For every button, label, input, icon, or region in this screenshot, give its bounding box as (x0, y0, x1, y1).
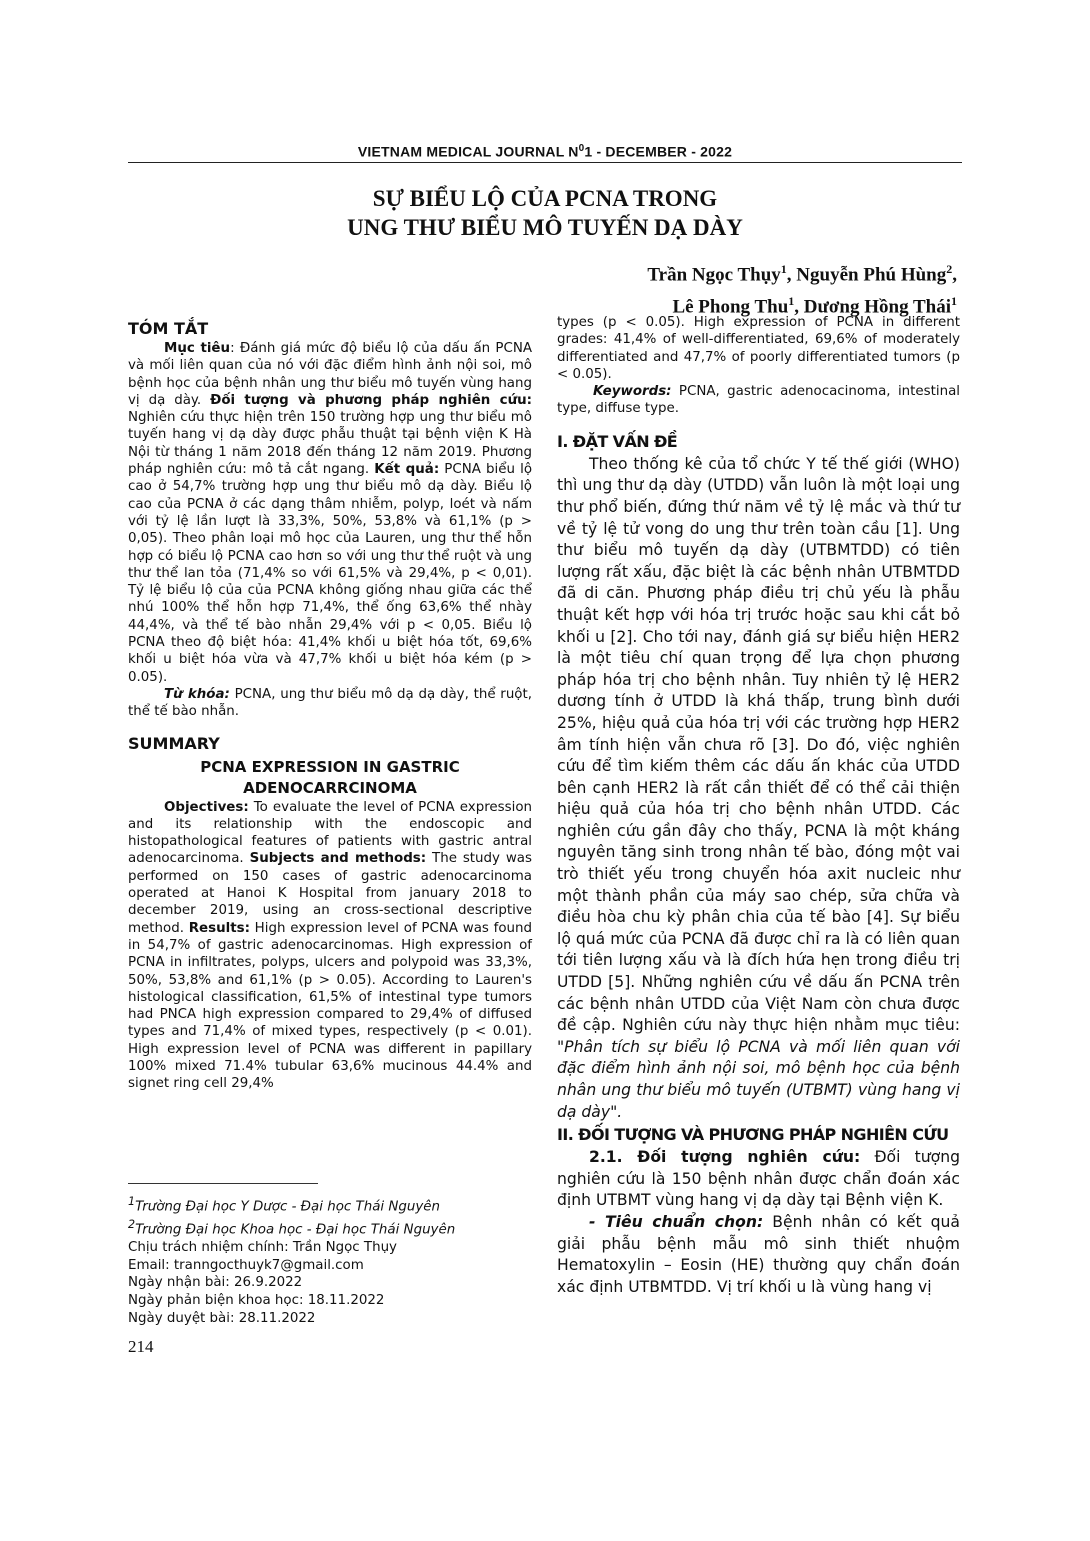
affiliation-sup: 2 (128, 1218, 136, 1232)
author-separator: , (794, 296, 804, 318)
subjects-methods-label: Subjects and methods: (249, 851, 427, 867)
section-1-heading: I. ĐẶT VẤN ĐỀ (557, 431, 678, 451)
methods-label: Đối tượng và phương pháp nghiên cứu: (210, 392, 532, 408)
section-2-heading: II. ĐỐI TƯỢNG VÀ PHƯƠNG PHÁP NGHIÊN CỨU (557, 1125, 949, 1145)
results-text: PCNA biểu lộ cao ở 54,7% trường hợp ung thư biểu mô dạ dày. Biểu lộ cao của PCNA ở các dạng thâm nhiễm, polyp, loét và nấm với tỷ lệ lần lượt là 33,3%, 50%, 53,8% và 61,1% (p > 0,05). Theo phân loại mô học của Lauren, ung thư thể hỗn hợp có biểu lộ PCNA cao hơn so với ung thư thể ruột và ung thư thể lan tỏa (71,4% so với 61,5% và 29,4%, p < 0,01). Tỷ lệ biểu lộ của của PCNA không giống nhau giữa các thể nhú 100% thể hỗn hợp 71,4%, thể ống 63,6% thể nhày 44,4%, và thể tế bào nhẫn 29,4% với p < 0,05. Biểu lộ PCNA theo độ biệt hóa: 41,4% khối u biệt hóa tốt, 69,6% khối u biệt hóa vừa và 47,7% khối u biệt hóa kém (p > 0.05). (128, 462, 533, 685)
section-2-1-paragraph (557, 1147, 960, 1212)
summary-results-continued: types (p < 0.05). High expression of PCNA in different grades: 41,4% of well-differentiated, 69,6% of moderately differentiated and 47,7% of poorly differentiated tumors (p < 0.05). (557, 315, 960, 382)
email-line: Email: tranngocthuyk7@gmail.com (128, 1257, 364, 1273)
objectives-text: To evaluate the level of PCNA expression and its relationship with the endoscopic and histopathological features of patients with gastric antral adenocarcinoma. (128, 799, 532, 867)
summary-title (128, 757, 532, 799)
objective-text: : Đánh giá mức độ biểu lộ của dấu ấn PCNA và mối liên quan của nó với đặc điểm hình ảnh nội soi, mô bệnh học của bệnh nhân ung thư biểu mô tuyến vùng hang vị dạ dày. (128, 341, 532, 408)
page-number: 214 (128, 1337, 154, 1356)
footnotes (128, 1193, 532, 1327)
author-name: Lê Phong Thu (672, 296, 789, 318)
journal-number-sup: 0 (578, 143, 585, 154)
affiliation-2 (128, 1216, 532, 1239)
running-header (128, 143, 962, 160)
affiliation-text: Trường Đại học Y Dược - Đại học Thái Nguyên (135, 1199, 441, 1215)
section-2-1-text: Đối tượng nghiên cứu là 150 bệnh nhân được chẩn đoán xác định UTBMT vùng hang vị dạ dày tại Bệnh viện K. (557, 1148, 960, 1210)
author-name: Trần Ngọc Thụy (647, 264, 781, 286)
summary-results-text: High expression level of PCNA was found in 54,7% of gastric adenocarcinomas. High expression of PCNA in infiltrates, polyps, ulcers and polypoid was 33,3%, 50%, 53,8% and 61,1% (p > 0.05). According to Lauren's histological classification, 61,5% of intestinal type tumors had PNCA high expression compared to 29,4% of diffused types and 71,4% of mixed types, respectively (p < 0.01). High expression level of PCNA was different in papillary 100% mixed 71.4% tubular 63,6% mucinous 44.4% and signet ring cell 29,4% (128, 920, 532, 1092)
header-rule (128, 162, 962, 163)
journal-name: VIETNAM MEDICAL JOURNAL N (357, 143, 579, 160)
author-affiliation-sup: 1 (788, 294, 795, 309)
methods-text: Nghiên cứu thực hiện trên 150 trường hợp ung thư biểu mô tuyến hang vị dạ dày được phẫu thuật tại bệnh viện K Hà Nội từ tháng 1 năm 2018 đến tháng 12 năm 2019. Phương pháp nghiên cứu: mô tả cắt ngang. (128, 410, 532, 478)
inclusion-criteria-label: - Tiêu chuẩn chọn: (589, 1212, 764, 1231)
received-date: Ngày nhận bài: 26.9.2022 (128, 1275, 303, 1291)
summary-keywords-label: Keywords: (593, 384, 672, 400)
author-affiliation-sup: 2 (946, 262, 953, 276)
keywords-text: PCNA, ung thư biểu mô dạ dạ dày, thể ruột, thể tế bào nhẫn. (128, 686, 532, 720)
summary-title-line-1: PCNA EXPRESSION IN GASTRIC (200, 757, 460, 776)
subjects-methods-text: The study was performed on 150 cases of gastric adenocarcinoma operated at Hanoi K Hospital from january 2018 to december 2019, using an cross-sectional descriptive method. (128, 851, 532, 936)
title-line-2: UNG THƯ BIỂU MÔ TUYẾN DẠ DÀY (347, 215, 743, 240)
inclusion-criteria-text: Bệnh nhân có kết quả giải phẫu bệnh mẫu mô sinh thiết nhuộm Hematoxylin – Eosin (HE) thường quy chẩn đoán xác định UTBMTDD. Vị trí khối u là vùng hang vị (557, 1212, 960, 1296)
author-name: Dương Hồng Thái (803, 296, 951, 318)
abstract-vi-keywords (128, 686, 532, 721)
corresponding-author: Chịu trách nhiệm chính: Trần Ngọc Thụy (128, 1240, 397, 1256)
author-list (647, 256, 957, 321)
objective-label: Mục tiêu (164, 341, 231, 356)
abstract-heading: TÓM TẮT (128, 319, 209, 338)
journal-issue: 1 - DECEMBER - 2022 (584, 143, 733, 160)
summary-heading: SUMMARY (128, 733, 220, 753)
left-column (128, 318, 532, 1093)
summary-keywords-text: PCNA, gastric adenocacinoma, intestinal type, diffuse type. (557, 384, 960, 417)
section-1-text: Theo thống kê của tổ chức Y tế thế giới (WHO) thì ung thư dạ dày (UTDD) vẫn luôn là một loại ung thư phổ biến, đứng thứ năm về tỷ lệ mắc và thứ tư về tỷ lệ tử vong do ung thư trên toàn cầu [1]. Ung thư biểu mô tuyến dạ dày (UTBMTDD) có tiên lượng rất xấu, đặc biệt là các bệnh nhân UTBMTDD đã di căn. Phương pháp điều trị chủ yếu là phẫu thuật kết hợp với hóa trị trước hoặc sau khi cắt bỏ khối u [2]. Cho tới nay, đánh giá sự biểu hiện HER2 là một tiêu chí quan trọng để lựa chọn phương pháp hóa trị cho bệnh nhân. Tuy nhiên tỷ lệ HER2 dương tính ở UTDD là khá thấp, trung bình dưới 25%, hiệu quả của hóa trị với các trường hợp HER2 âm tính hiện vẫn chưa rõ [3]. Do đó, việc nghiên cứu để tìm kiếm thêm các dấu ấn khác của UTDD bên cạnh HER2 là rất cần thiết để có thể cải thiện hiệu quả của hóa trị cho bệnh nhân UTDD. Các nghiên cứu gần đây cho thấy, PCNA là một kháng nguyên tăng sinh trong nhân tế bào, đóng một vai trò thiết yếu trong chuyển hóa axit nucleic như một thành phần của máy sao chép, sửa chữa và điều hòa chu kỳ phân chia của tế bào [4]. Sự biểu lộ quá mức của PCNA đã được chỉ ra là có liên quan tới tiên lượng xấu và là đích hứa hẹn trong điều trị UTDD [5]. Những nghiên cứu về dấu ấn PCNA trên các bệnh nhân UTDD của Việt Nam còn chưa được đề cập. Nghiên cứu này thực hiện nhằm mục tiêu: (557, 454, 960, 1035)
footnote-rule (128, 1183, 318, 1184)
author-name: Nguyễn Phú Hùng (796, 264, 947, 286)
article-title (128, 184, 962, 242)
summary-results-label: Results: (188, 920, 250, 936)
author-separator: , (952, 264, 957, 286)
reviewed-date: Ngày phản biện khoa học: 18.11.2022 (128, 1292, 385, 1308)
author-affiliation-sup: 1 (951, 294, 957, 309)
accepted-date: Ngày duyệt bài: 28.11.2022 (128, 1310, 316, 1326)
section-2-1-label: 2.1. Đối tượng nghiên cứu: (589, 1148, 861, 1167)
summary-title-line-2: ADENOCARRCINOMA (243, 778, 417, 797)
author-separator: , (786, 264, 797, 286)
summary-keywords (557, 383, 960, 418)
keywords-label: Từ khóa: (164, 686, 230, 702)
results-label: Kết quả: (374, 462, 440, 478)
section-1-body (557, 454, 960, 1123)
inclusion-criteria-paragraph (557, 1212, 960, 1298)
title-line-1: SỰ BIỂU LỘ CỦA PCNA TRONG (372, 186, 718, 211)
right-column (557, 314, 960, 1298)
affiliation-sup: 1 (128, 1195, 136, 1208)
abstract-vi-body (128, 340, 532, 686)
affiliation-text: Trường Đại học Khoa học - Đại học Thái Nguyên (135, 1222, 456, 1238)
author-affiliation-sup: 1 (780, 262, 787, 276)
section-1-aim: "Phân tích sự biểu lộ PCNA và mối liên quan với đặc điểm hình ảnh nội soi, mô bệnh học của bệnh nhân ung thư biểu mô tuyến (UTBMT) vùng hang vị dạ dày". (557, 1037, 960, 1121)
summary-body (128, 799, 532, 1093)
author-line-1 (647, 256, 957, 288)
affiliation-1 (128, 1193, 532, 1216)
objectives-label: Objectives: (164, 799, 249, 815)
